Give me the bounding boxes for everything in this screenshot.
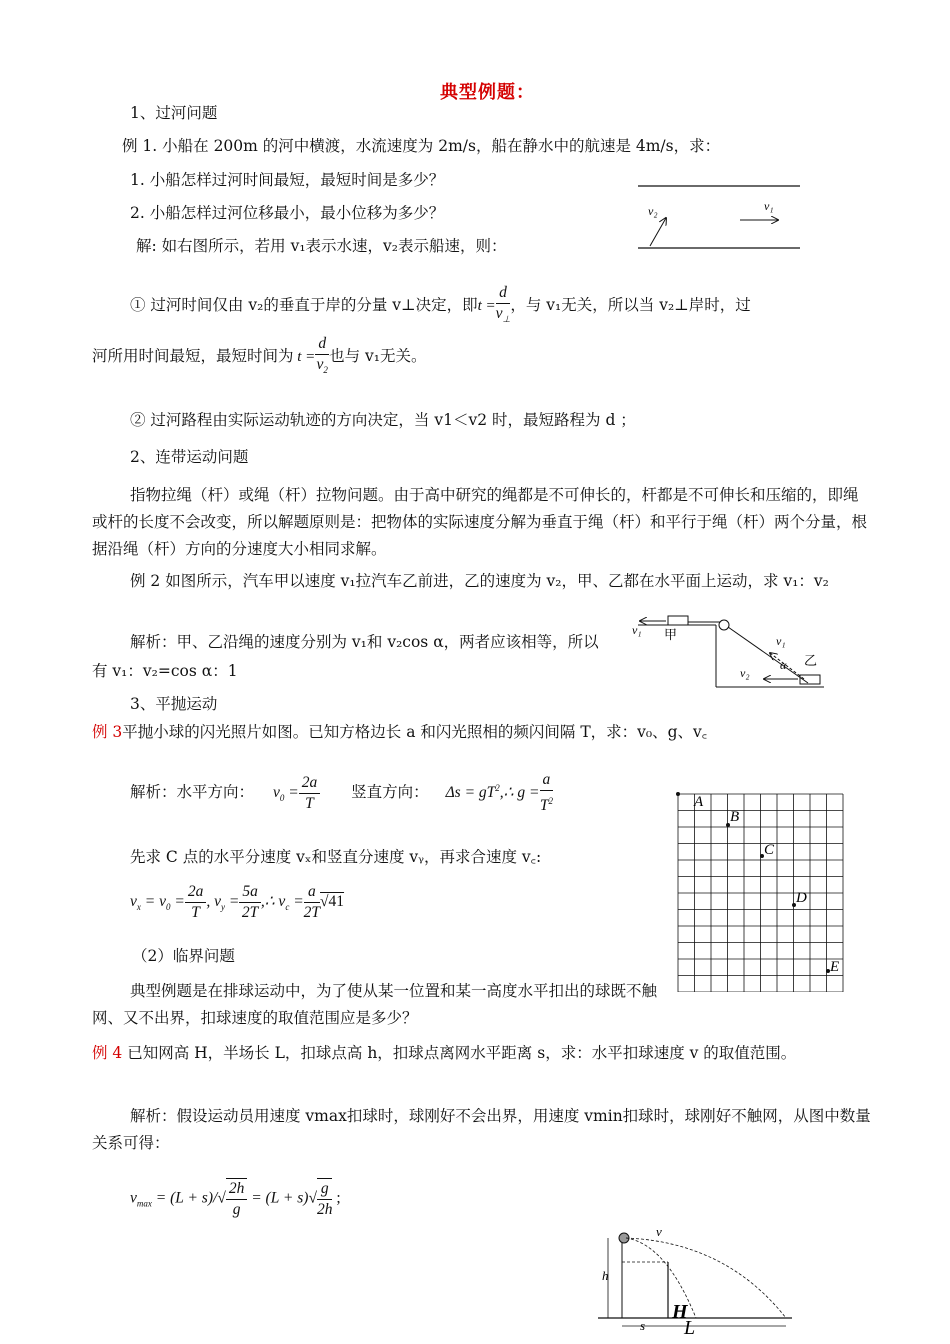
formula-vmax: $v_{max} = (L + s)/√$ $\frac{2h}{g}$ = (L + s)√ $\frac{g}{2h}$ ;: [130, 1180, 341, 1218]
example-4-label: 例 4: [92, 1044, 123, 1062]
fig-alpha: α: [780, 658, 787, 672]
example-3-analysis: 解析：水平方向： $v_0$ = $\frac{2a}{T}$ 竖直方向： $\Delta s = gT^2,\therefore$ g = $\frac{a}{T^2}$: [130, 771, 553, 815]
volleyball-diagram: [596, 1222, 796, 1334]
car-rope-diagram: [628, 605, 828, 697]
analysis-horizontal-label: 解析：水平方向：: [130, 783, 255, 802]
question-2: 2. 小船怎样过河位移最小，最小位移为多少？: [130, 204, 445, 222]
question-1: 1. 小船怎样过河时间最短，最短时间是多少？: [130, 171, 445, 189]
example-2-analysis: 解析：甲、乙沿绳的速度分别为 v₁和 v₂cos α，两者应该相等，所以有 v₁：v₂=cos α：1: [92, 633, 599, 680]
point-1-a: ① 过河时间仅由 v₂的垂直于岸的分量 v⊥决定，即t = $\frac{d}{v_\perp}$ ，与 v₁无关，所以当 v₂⊥岸时，过: [130, 283, 751, 329]
point-1-text-c: 河所用时间最短，最短时间为: [92, 347, 294, 366]
section-4-intro: 典型例题是在排球运动中，为了使从某一位置和某一高度水平扣出的球既不触网、又不出界，扣球速度的取值范围应是多少？: [92, 982, 658, 1027]
fig-H-label: H: [672, 1301, 688, 1323]
point-1-text-b: ，与 v₁无关，所以当 v₂⊥岸时，过: [510, 296, 751, 315]
v1-label: v₁: [764, 199, 774, 213]
example-3: [92, 720, 707, 742]
point-b-label: B: [730, 809, 740, 825]
example-4-text: 已知网高 H，半场长 L，扣球点高 h，扣球点离网水平距离 s，求：水平扣球速度 v 的取值范围。: [127, 1044, 797, 1062]
example-2-text: 例 2 如图所示，汽车甲以速度 v₁拉汽车乙前进，乙的速度为 v₂，甲、乙都在水平面上运动，求 v₁：v₂: [130, 572, 829, 590]
v2-arrow: [650, 218, 666, 246]
example-3-text: 平抛小球的闪光照片如图。已知方格边长 a 和闪光照相的频闪间隔 T，求：v₀、g、v꜀: [122, 723, 708, 741]
solution-1: 解: 如右图所示，若用 v₁表示水速，v₂表示船速，则：: [136, 237, 507, 255]
formula-t-d-vperp: $\frac{d}{v_\perp}$: [495, 284, 511, 325]
fig-s-label: s: [640, 1318, 646, 1333]
section-2-heading: 2、连带运动问题: [130, 448, 249, 466]
step-text: 先求 C 点的水平分速度 vₓ和竖直分速度 vᵧ，再求合速度 v꜀:: [130, 848, 542, 866]
section-4-heading: （2）临界问题: [132, 947, 235, 965]
page-title: 典型例题：: [440, 82, 535, 103]
formula-v0: $\frac{2a}{T}$: [299, 773, 321, 814]
fig-h-label: h: [602, 1268, 609, 1283]
point-c-label: C: [764, 842, 775, 858]
section-1-heading: 1、过河问题: [130, 104, 218, 122]
analysis-vertical-label: 竖直方向：: [351, 783, 429, 802]
trajectory-vmax: [626, 1238, 786, 1318]
fig-v1-left: v₁: [632, 623, 642, 637]
point-d-label: D: [796, 890, 807, 906]
point-1-b: 河所用时间最短，最短时间为 t = $\frac{d}{v_2}$ 也与 v₁无关。: [92, 334, 426, 380]
formula-vx-vy-vc: $v_x = v_0$ = $\frac{2a}{T}$ , $v_y$ = $\frac{5a}{2T}$ ,∴ $v_c$ = $\frac{a}{2T}$ √41: [130, 883, 345, 921]
car-jia: [668, 616, 688, 625]
formula-g: $\frac{a}{T^2}$: [539, 771, 553, 815]
fig-yi-label: 乙: [804, 653, 818, 668]
rope-component-arrow: [770, 653, 804, 679]
point-2: ② 过河路程由实际运动轨迹的方向决定，当 v1＜v2 时，最短路程为 d ；: [130, 411, 636, 429]
example-3-label: 例 3: [92, 723, 123, 741]
section-3-heading: 3、平抛运动: [130, 695, 218, 713]
river-crossing-diagram: [630, 176, 810, 256]
flash-photo-grid: [676, 792, 852, 992]
example-1-text: 例 1. 小船在 200m 的河中横渡，水流速度为 2m/s，船在静水中的航速是 4m/s，求：: [122, 137, 721, 155]
formula-delta-s: $\Delta s = gT^2,\therefore$ g =: [445, 782, 540, 802]
point-a-dot: [676, 792, 680, 796]
section-2-intro: 指物拉绳（杆）或绳（杆）拉物问题。由于高中研究的绳都是不可伸长的，杆都是不可伸长和压缩的，即绳或杆的长度不会改变，所以解题原则是：把物体的实际速度分解为垂直于绳（杆）和平行于绳（杆）两个分量，根据沿绳（杆）方向的分速度大小相同求解。: [92, 486, 868, 558]
pulley: [719, 620, 729, 630]
v2-label: v₂: [648, 204, 658, 218]
example-4: [92, 1040, 872, 1067]
fig-v2: v₂: [740, 666, 750, 680]
point-e-label: E: [830, 959, 840, 975]
fig-L-label: L: [684, 1317, 696, 1334]
formula-t-d-v2: $\frac{d}{v_2}$: [316, 335, 328, 376]
fig-v-label: v: [656, 1224, 662, 1239]
point-1-text-d: 也与 v₁无关。: [329, 347, 427, 366]
point-1-text-a: ① 过河时间仅由 v₂的垂直于岸的分量 v⊥决定，即: [130, 296, 478, 315]
fig-v1-rope: v₁: [776, 634, 786, 648]
example-4-analysis: 解析：假设运动员用速度 vmax扣球时，球刚好不会出界，用速度 vmin扣球时，球刚好不触网，从图中数量关系可得：: [92, 1107, 871, 1152]
fig-jia-label: 甲: [664, 627, 678, 642]
point-a-label: A: [694, 794, 704, 810]
